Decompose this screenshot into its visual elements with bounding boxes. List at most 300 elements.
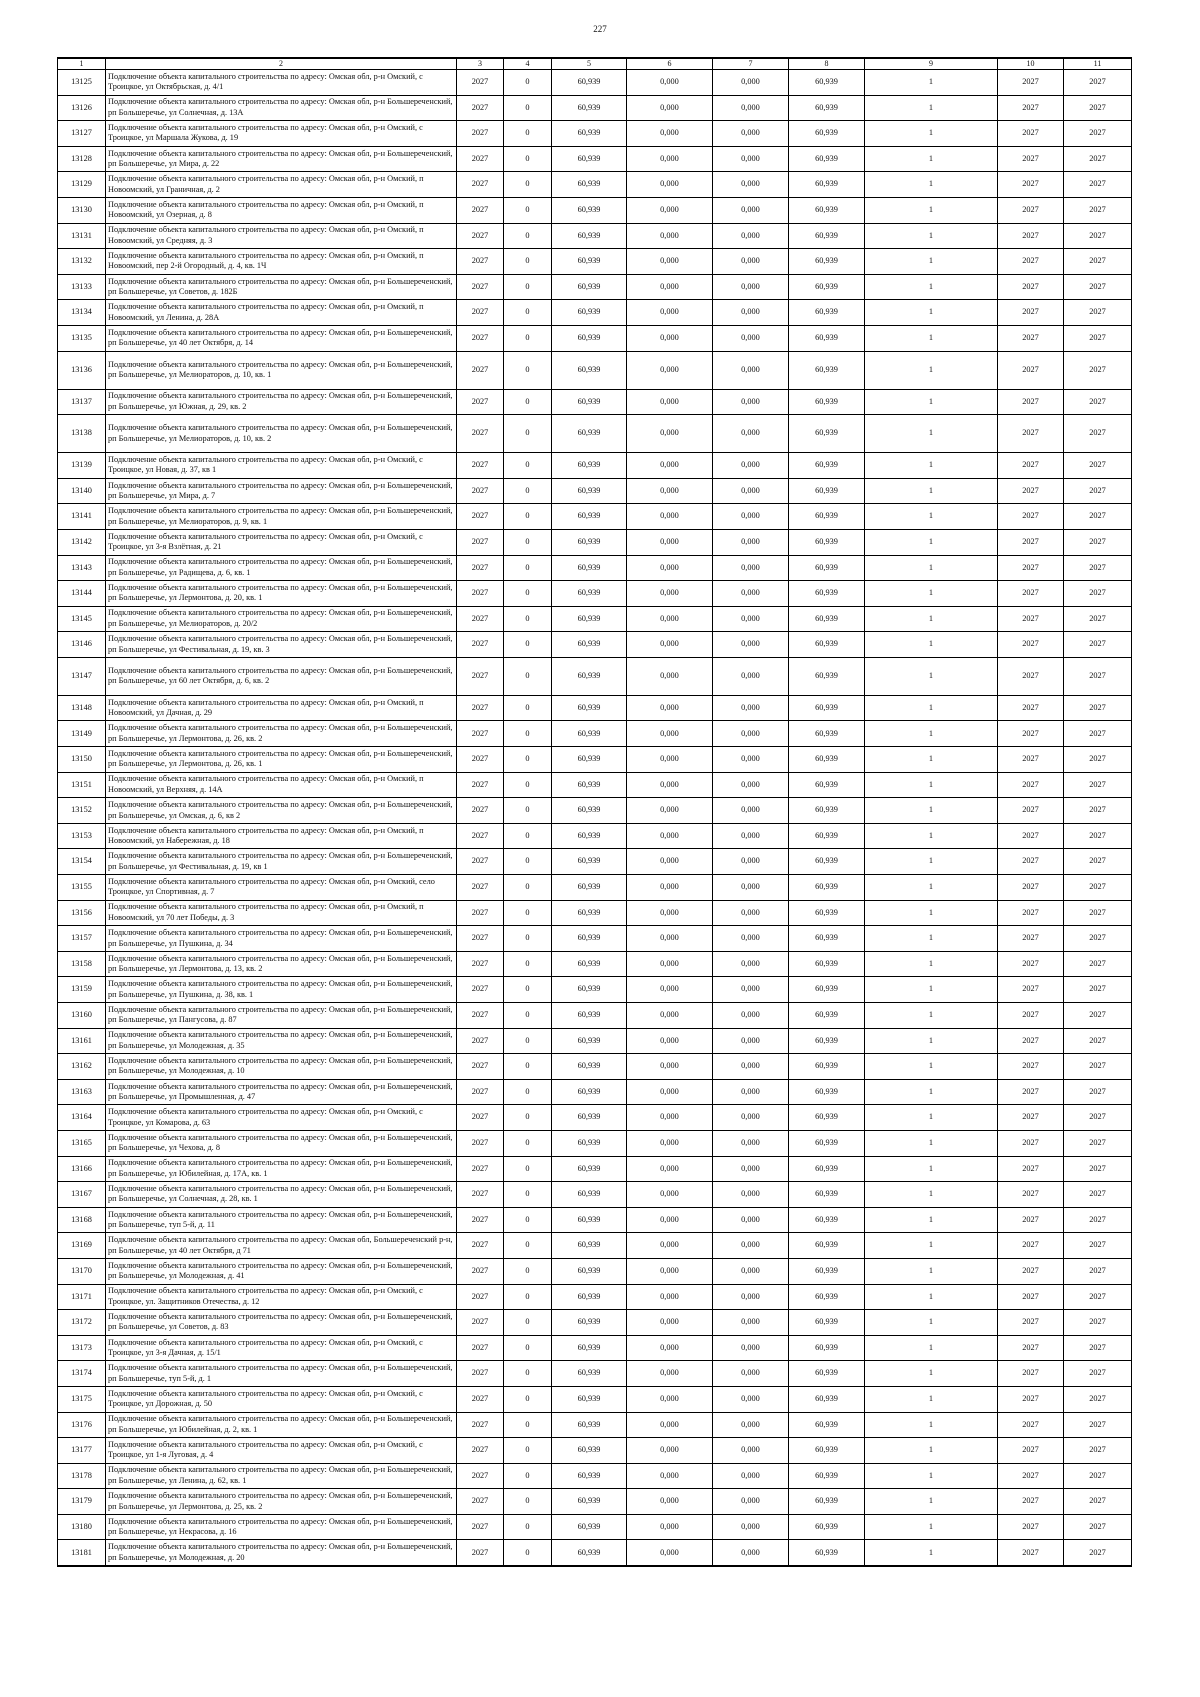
year-cell: 2027 bbox=[457, 772, 504, 798]
amount-cell: 0,000 bbox=[713, 1003, 789, 1029]
year-cell: 2027 bbox=[457, 1156, 504, 1182]
amount-cell: 0,000 bbox=[713, 249, 789, 275]
amount-cell: 0,000 bbox=[627, 1003, 713, 1029]
row-number-cell: 13161 bbox=[58, 1028, 106, 1054]
start-year-cell: 2027 bbox=[998, 70, 1064, 96]
year-cell: 2027 bbox=[457, 1258, 504, 1284]
amount-cell: 0,000 bbox=[627, 1105, 713, 1131]
amount-cell: 0,000 bbox=[627, 606, 713, 632]
end-year-cell: 2027 bbox=[1064, 415, 1132, 453]
row-number-cell: 13166 bbox=[58, 1156, 106, 1182]
row-number-cell: 13125 bbox=[58, 70, 106, 96]
end-year-cell: 2027 bbox=[1064, 606, 1132, 632]
column-header: 2 bbox=[106, 58, 457, 70]
row-number-cell: 13132 bbox=[58, 249, 106, 275]
amount-cell: 60,939 bbox=[789, 415, 865, 453]
amount-cell: 60,939 bbox=[552, 274, 627, 300]
unit-count-cell: 1 bbox=[865, 300, 998, 326]
count-cell: 0 bbox=[504, 325, 552, 351]
row-number-cell: 13171 bbox=[58, 1284, 106, 1310]
description-cell: Подключение объекта капитального строительства по адресу: Омская обл, р-н Большереченский, рп Большеречье, ул Молодежная, д. 10 bbox=[106, 1054, 457, 1080]
amount-cell: 0,000 bbox=[713, 657, 789, 695]
year-cell: 2027 bbox=[457, 1003, 504, 1029]
description-cell: Подключение объекта капитального строительства по адресу: Омская обл, р-н Большереченский, рп Большеречье, туп 5-й, д. 1 bbox=[106, 1361, 457, 1387]
start-year-cell: 2027 bbox=[998, 581, 1064, 607]
amount-cell: 60,939 bbox=[552, 146, 627, 172]
unit-count-cell: 1 bbox=[865, 453, 998, 479]
start-year-cell: 2027 bbox=[998, 1054, 1064, 1080]
start-year-cell: 2027 bbox=[998, 1335, 1064, 1361]
description-cell: Подключение объекта капитального строительства по адресу: Омская обл, р-н Большереченский, рп Большеречье, ул Промышленная, д. 47 bbox=[106, 1079, 457, 1105]
start-year-cell: 2027 bbox=[998, 389, 1064, 415]
end-year-cell: 2027 bbox=[1064, 1463, 1132, 1489]
count-cell: 0 bbox=[504, 951, 552, 977]
description-cell: Подключение объекта капитального строительства по адресу: Омская обл, р-н Большереченский, рп Большеречье, ул Солнечная, д. 13А bbox=[106, 95, 457, 121]
unit-count-cell: 1 bbox=[865, 1207, 998, 1233]
unit-count-cell: 1 bbox=[865, 977, 998, 1003]
count-cell: 0 bbox=[504, 1028, 552, 1054]
amount-cell: 0,000 bbox=[713, 1156, 789, 1182]
amount-cell: 60,939 bbox=[789, 478, 865, 504]
amount-cell: 60,939 bbox=[789, 721, 865, 747]
start-year-cell: 2027 bbox=[998, 1028, 1064, 1054]
description-cell: Подключение объекта капитального строительства по адресу: Омская обл, р-н Большереченский, рп Большеречье, ул Лермонтова, д. 26, кв. 2 bbox=[106, 721, 457, 747]
amount-cell: 0,000 bbox=[627, 1361, 713, 1387]
unit-count-cell: 1 bbox=[865, 747, 998, 773]
amount-cell: 60,939 bbox=[789, 351, 865, 389]
data-table bbox=[57, 57, 1132, 1567]
column-header: 11 bbox=[1064, 58, 1132, 70]
amount-cell: 60,939 bbox=[552, 453, 627, 479]
amount-cell: 60,939 bbox=[552, 1054, 627, 1080]
description-cell: Подключение объекта капитального строительства по адресу: Омская обл, р-н Большереченский, рп Большеречье, ул Чехова, д. 8 bbox=[106, 1130, 457, 1156]
start-year-cell: 2027 bbox=[998, 1386, 1064, 1412]
unit-count-cell: 1 bbox=[865, 900, 998, 926]
year-cell: 2027 bbox=[457, 1310, 504, 1336]
description-cell: Подключение объекта капитального строительства по адресу: Омская обл, р-н Большереченский, рп Большеречье, ул 60 лет Октября, д. 6, кв. 2 bbox=[106, 657, 457, 695]
amount-cell: 0,000 bbox=[627, 1233, 713, 1259]
row-number-cell: 13177 bbox=[58, 1438, 106, 1464]
end-year-cell: 2027 bbox=[1064, 977, 1132, 1003]
start-year-cell: 2027 bbox=[998, 1258, 1064, 1284]
amount-cell: 0,000 bbox=[713, 1079, 789, 1105]
unit-count-cell: 1 bbox=[865, 1156, 998, 1182]
amount-cell: 60,939 bbox=[552, 121, 627, 147]
description-cell: Подключение объекта капитального строительства по адресу: Омская обл, р-н Большереченский, рп Большеречье, ул Омская, д. 6, кв 2 bbox=[106, 798, 457, 824]
year-cell: 2027 bbox=[457, 1386, 504, 1412]
amount-cell: 0,000 bbox=[713, 1489, 789, 1515]
start-year-cell: 2027 bbox=[998, 453, 1064, 479]
start-year-cell: 2027 bbox=[998, 606, 1064, 632]
table-row bbox=[58, 351, 1132, 389]
end-year-cell: 2027 bbox=[1064, 351, 1132, 389]
end-year-cell: 2027 bbox=[1064, 1156, 1132, 1182]
row-number-cell: 13144 bbox=[58, 581, 106, 607]
year-cell: 2027 bbox=[457, 900, 504, 926]
unit-count-cell: 1 bbox=[865, 197, 998, 223]
table-row bbox=[58, 823, 1132, 849]
amount-cell: 0,000 bbox=[627, 1207, 713, 1233]
row-number-cell: 13149 bbox=[58, 721, 106, 747]
amount-cell: 60,939 bbox=[552, 951, 627, 977]
amount-cell: 60,939 bbox=[789, 1335, 865, 1361]
year-cell: 2027 bbox=[457, 555, 504, 581]
row-number-cell: 13130 bbox=[58, 197, 106, 223]
table-row bbox=[58, 95, 1132, 121]
amount-cell: 0,000 bbox=[627, 504, 713, 530]
amount-cell: 0,000 bbox=[713, 1514, 789, 1540]
start-year-cell: 2027 bbox=[998, 977, 1064, 1003]
start-year-cell: 2027 bbox=[998, 823, 1064, 849]
amount-cell: 0,000 bbox=[713, 1207, 789, 1233]
count-cell: 0 bbox=[504, 926, 552, 952]
table-row bbox=[58, 478, 1132, 504]
amount-cell: 0,000 bbox=[627, 1412, 713, 1438]
end-year-cell: 2027 bbox=[1064, 772, 1132, 798]
column-header: 4 bbox=[504, 58, 552, 70]
unit-count-cell: 1 bbox=[865, 325, 998, 351]
amount-cell: 0,000 bbox=[713, 606, 789, 632]
column-header: 1 bbox=[58, 58, 106, 70]
end-year-cell: 2027 bbox=[1064, 529, 1132, 555]
amount-cell: 60,939 bbox=[789, 1284, 865, 1310]
amount-cell: 0,000 bbox=[713, 1054, 789, 1080]
year-cell: 2027 bbox=[457, 95, 504, 121]
year-cell: 2027 bbox=[457, 1489, 504, 1515]
year-cell: 2027 bbox=[457, 249, 504, 275]
row-number-cell: 13136 bbox=[58, 351, 106, 389]
unit-count-cell: 1 bbox=[865, 1463, 998, 1489]
start-year-cell: 2027 bbox=[998, 1284, 1064, 1310]
table-row bbox=[58, 747, 1132, 773]
table-row bbox=[58, 581, 1132, 607]
description-cell: Подключение объекта капитального строительства по адресу: Омская обл, р-н Большереченский, рп Большеречье, ул Молодежная, д. 35 bbox=[106, 1028, 457, 1054]
row-number-cell: 13140 bbox=[58, 478, 106, 504]
row-number-cell: 13157 bbox=[58, 926, 106, 952]
table-row bbox=[58, 389, 1132, 415]
amount-cell: 0,000 bbox=[627, 772, 713, 798]
amount-cell: 0,000 bbox=[713, 1463, 789, 1489]
year-cell: 2027 bbox=[457, 657, 504, 695]
amount-cell: 0,000 bbox=[627, 1463, 713, 1489]
amount-cell: 0,000 bbox=[713, 1310, 789, 1336]
amount-cell: 0,000 bbox=[713, 70, 789, 96]
unit-count-cell: 1 bbox=[865, 70, 998, 96]
table-row bbox=[58, 1156, 1132, 1182]
year-cell: 2027 bbox=[457, 223, 504, 249]
end-year-cell: 2027 bbox=[1064, 1438, 1132, 1464]
year-cell: 2027 bbox=[457, 1105, 504, 1131]
unit-count-cell: 1 bbox=[865, 632, 998, 658]
amount-cell: 60,939 bbox=[552, 1335, 627, 1361]
amount-cell: 60,939 bbox=[552, 300, 627, 326]
amount-cell: 0,000 bbox=[627, 721, 713, 747]
amount-cell: 60,939 bbox=[789, 657, 865, 695]
table-row bbox=[58, 121, 1132, 147]
amount-cell: 0,000 bbox=[627, 1054, 713, 1080]
amount-cell: 0,000 bbox=[713, 529, 789, 555]
unit-count-cell: 1 bbox=[865, 1079, 998, 1105]
start-year-cell: 2027 bbox=[998, 747, 1064, 773]
year-cell: 2027 bbox=[457, 1463, 504, 1489]
table-row bbox=[58, 197, 1132, 223]
amount-cell: 60,939 bbox=[552, 1540, 627, 1566]
amount-cell: 60,939 bbox=[552, 389, 627, 415]
amount-cell: 60,939 bbox=[552, 823, 627, 849]
start-year-cell: 2027 bbox=[998, 1514, 1064, 1540]
end-year-cell: 2027 bbox=[1064, 1258, 1132, 1284]
amount-cell: 60,939 bbox=[789, 1514, 865, 1540]
end-year-cell: 2027 bbox=[1064, 1105, 1132, 1131]
description-cell: Подключение объекта капитального строительства по адресу: Омская обл, р-н Омский, п Новоомский, ул Набережная, д. 18 bbox=[106, 823, 457, 849]
count-cell: 0 bbox=[504, 1284, 552, 1310]
amount-cell: 60,939 bbox=[789, 555, 865, 581]
end-year-cell: 2027 bbox=[1064, 1310, 1132, 1336]
description-cell: Подключение объекта капитального строительства по адресу: Омская обл, р-н Омский, с Троицкое, ул 3-я Взлётная, д. 21 bbox=[106, 529, 457, 555]
end-year-cell: 2027 bbox=[1064, 849, 1132, 875]
year-cell: 2027 bbox=[457, 695, 504, 721]
table-row bbox=[58, 1233, 1132, 1259]
row-number-cell: 13138 bbox=[58, 415, 106, 453]
start-year-cell: 2027 bbox=[998, 1130, 1064, 1156]
description-cell: Подключение объекта капитального строительства по адресу: Омская обл, р-н Омский, п Новоомский, пер 2-й Огородный, д. 4, кв. 1Ч bbox=[106, 249, 457, 275]
table-row bbox=[58, 657, 1132, 695]
start-year-cell: 2027 bbox=[998, 1233, 1064, 1259]
amount-cell: 0,000 bbox=[627, 70, 713, 96]
row-number-cell: 13156 bbox=[58, 900, 106, 926]
start-year-cell: 2027 bbox=[998, 1182, 1064, 1208]
amount-cell: 0,000 bbox=[627, 977, 713, 1003]
amount-cell: 0,000 bbox=[627, 747, 713, 773]
row-number-cell: 13178 bbox=[58, 1463, 106, 1489]
amount-cell: 0,000 bbox=[713, 504, 789, 530]
row-number-cell: 13180 bbox=[58, 1514, 106, 1540]
row-number-cell: 13148 bbox=[58, 695, 106, 721]
amount-cell: 60,939 bbox=[789, 1028, 865, 1054]
count-cell: 0 bbox=[504, 504, 552, 530]
amount-cell: 60,939 bbox=[552, 1028, 627, 1054]
end-year-cell: 2027 bbox=[1064, 951, 1132, 977]
year-cell: 2027 bbox=[457, 581, 504, 607]
count-cell: 0 bbox=[504, 1386, 552, 1412]
amount-cell: 0,000 bbox=[713, 1438, 789, 1464]
amount-cell: 60,939 bbox=[552, 555, 627, 581]
end-year-cell: 2027 bbox=[1064, 223, 1132, 249]
year-cell: 2027 bbox=[457, 172, 504, 198]
year-cell: 2027 bbox=[457, 1412, 504, 1438]
end-year-cell: 2027 bbox=[1064, 1514, 1132, 1540]
table-row bbox=[58, 1258, 1132, 1284]
amount-cell: 60,939 bbox=[789, 900, 865, 926]
amount-cell: 60,939 bbox=[552, 606, 627, 632]
amount-cell: 0,000 bbox=[627, 325, 713, 351]
description-cell: Подключение объекта капитального строительства по адресу: Омская обл, р-н Большереченский, рп Большеречье, ул Фестивальная, д. 19, кв. 3 bbox=[106, 632, 457, 658]
end-year-cell: 2027 bbox=[1064, 1003, 1132, 1029]
amount-cell: 0,000 bbox=[713, 351, 789, 389]
unit-count-cell: 1 bbox=[865, 772, 998, 798]
amount-cell: 0,000 bbox=[627, 351, 713, 389]
unit-count-cell: 1 bbox=[865, 1105, 998, 1131]
start-year-cell: 2027 bbox=[998, 926, 1064, 952]
end-year-cell: 2027 bbox=[1064, 274, 1132, 300]
table-row bbox=[58, 772, 1132, 798]
description-cell: Подключение объекта капитального строительства по адресу: Омская обл, р-н Большереченский, рп Большеречье, ул Мелиораторов, д. 9, кв. 1 bbox=[106, 504, 457, 530]
end-year-cell: 2027 bbox=[1064, 1386, 1132, 1412]
amount-cell: 0,000 bbox=[627, 95, 713, 121]
row-number-cell: 13141 bbox=[58, 504, 106, 530]
amount-cell: 60,939 bbox=[789, 632, 865, 658]
row-number-cell: 13146 bbox=[58, 632, 106, 658]
start-year-cell: 2027 bbox=[998, 849, 1064, 875]
table-row bbox=[58, 695, 1132, 721]
row-number-cell: 13176 bbox=[58, 1412, 106, 1438]
amount-cell: 60,939 bbox=[789, 1233, 865, 1259]
year-cell: 2027 bbox=[457, 875, 504, 901]
end-year-cell: 2027 bbox=[1064, 249, 1132, 275]
unit-count-cell: 1 bbox=[865, 478, 998, 504]
amount-cell: 60,939 bbox=[552, 1489, 627, 1515]
table-row bbox=[58, 849, 1132, 875]
unit-count-cell: 1 bbox=[865, 695, 998, 721]
count-cell: 0 bbox=[504, 223, 552, 249]
unit-count-cell: 1 bbox=[865, 1130, 998, 1156]
table-row bbox=[58, 1182, 1132, 1208]
amount-cell: 0,000 bbox=[713, 172, 789, 198]
count-cell: 0 bbox=[504, 1335, 552, 1361]
end-year-cell: 2027 bbox=[1064, 1182, 1132, 1208]
end-year-cell: 2027 bbox=[1064, 747, 1132, 773]
year-cell: 2027 bbox=[457, 951, 504, 977]
amount-cell: 60,939 bbox=[789, 389, 865, 415]
year-cell: 2027 bbox=[457, 1130, 504, 1156]
amount-cell: 60,939 bbox=[552, 351, 627, 389]
end-year-cell: 2027 bbox=[1064, 172, 1132, 198]
unit-count-cell: 1 bbox=[865, 581, 998, 607]
table-row bbox=[58, 951, 1132, 977]
unit-count-cell: 1 bbox=[865, 223, 998, 249]
end-year-cell: 2027 bbox=[1064, 300, 1132, 326]
description-cell: Подключение объекта капитального строительства по адресу: Омская обл, р-н Большереченский, рп Большеречье, туп 5-й, д. 11 bbox=[106, 1207, 457, 1233]
count-cell: 0 bbox=[504, 1310, 552, 1336]
start-year-cell: 2027 bbox=[998, 300, 1064, 326]
start-year-cell: 2027 bbox=[998, 951, 1064, 977]
year-cell: 2027 bbox=[457, 504, 504, 530]
end-year-cell: 2027 bbox=[1064, 1054, 1132, 1080]
amount-cell: 0,000 bbox=[627, 1028, 713, 1054]
unit-count-cell: 1 bbox=[865, 1003, 998, 1029]
amount-cell: 0,000 bbox=[713, 300, 789, 326]
start-year-cell: 2027 bbox=[998, 1003, 1064, 1029]
description-cell: Подключение объекта капитального строительства по адресу: Омская обл, р-н Омский, с Троицкое, ул Дорожная, д. 50 bbox=[106, 1386, 457, 1412]
table-row bbox=[58, 453, 1132, 479]
count-cell: 0 bbox=[504, 197, 552, 223]
amount-cell: 0,000 bbox=[713, 478, 789, 504]
description-cell: Подключение объекта капитального строительства по адресу: Омская обл, р-н Большереченский, рп Большеречье, ул Солнечная, д. 28, кв. 1 bbox=[106, 1182, 457, 1208]
amount-cell: 0,000 bbox=[713, 95, 789, 121]
amount-cell: 0,000 bbox=[713, 197, 789, 223]
amount-cell: 0,000 bbox=[627, 1514, 713, 1540]
table-row bbox=[58, 70, 1132, 96]
amount-cell: 60,939 bbox=[789, 798, 865, 824]
year-cell: 2027 bbox=[457, 1438, 504, 1464]
description-cell: Подключение объекта капитального строительства по адресу: Омская обл, р-н Большереченский, рп Большеречье, ул Некрасова, д. 16 bbox=[106, 1514, 457, 1540]
amount-cell: 0,000 bbox=[627, 849, 713, 875]
amount-cell: 60,939 bbox=[789, 695, 865, 721]
year-cell: 2027 bbox=[457, 721, 504, 747]
amount-cell: 60,939 bbox=[552, 721, 627, 747]
start-year-cell: 2027 bbox=[998, 1412, 1064, 1438]
amount-cell: 0,000 bbox=[713, 1233, 789, 1259]
description-cell: Подключение объекта капитального строительства по адресу: Омская обл, р-н Омский, с Троицкое, ул 1-я Луговая, д. 4 bbox=[106, 1438, 457, 1464]
end-year-cell: 2027 bbox=[1064, 823, 1132, 849]
description-cell: Подключение объекта капитального строительства по адресу: Омская обл, р-н Большереченский, рп Большеречье, ул Лермонтова, д. 13, кв. 2 bbox=[106, 951, 457, 977]
year-cell: 2027 bbox=[457, 1233, 504, 1259]
start-year-cell: 2027 bbox=[998, 351, 1064, 389]
amount-cell: 0,000 bbox=[627, 1335, 713, 1361]
end-year-cell: 2027 bbox=[1064, 875, 1132, 901]
description-cell: Подключение объекта капитального строительства по адресу: Омская обл, р-н Омский, с Троицкое, ул Новая, д. 37, кв 1 bbox=[106, 453, 457, 479]
amount-cell: 60,939 bbox=[789, 1540, 865, 1566]
amount-cell: 0,000 bbox=[627, 389, 713, 415]
amount-cell: 60,939 bbox=[789, 95, 865, 121]
amount-cell: 60,939 bbox=[789, 1079, 865, 1105]
start-year-cell: 2027 bbox=[998, 172, 1064, 198]
table-row bbox=[58, 606, 1132, 632]
amount-cell: 0,000 bbox=[627, 926, 713, 952]
table-row bbox=[58, 172, 1132, 198]
table-row bbox=[58, 555, 1132, 581]
amount-cell: 0,000 bbox=[713, 900, 789, 926]
amount-cell: 0,000 bbox=[627, 695, 713, 721]
start-year-cell: 2027 bbox=[998, 325, 1064, 351]
amount-cell: 0,000 bbox=[627, 121, 713, 147]
amount-cell: 0,000 bbox=[627, 798, 713, 824]
year-cell: 2027 bbox=[457, 197, 504, 223]
table-row bbox=[58, 977, 1132, 1003]
unit-count-cell: 1 bbox=[865, 798, 998, 824]
year-cell: 2027 bbox=[457, 274, 504, 300]
table-row bbox=[58, 1412, 1132, 1438]
start-year-cell: 2027 bbox=[998, 415, 1064, 453]
amount-cell: 0,000 bbox=[627, 1130, 713, 1156]
count-cell: 0 bbox=[504, 1003, 552, 1029]
start-year-cell: 2027 bbox=[998, 1310, 1064, 1336]
count-cell: 0 bbox=[504, 274, 552, 300]
amount-cell: 60,939 bbox=[789, 1156, 865, 1182]
end-year-cell: 2027 bbox=[1064, 70, 1132, 96]
row-number-cell: 13151 bbox=[58, 772, 106, 798]
count-cell: 0 bbox=[504, 1105, 552, 1131]
year-cell: 2027 bbox=[457, 1054, 504, 1080]
amount-cell: 0,000 bbox=[713, 274, 789, 300]
unit-count-cell: 1 bbox=[865, 415, 998, 453]
count-cell: 0 bbox=[504, 529, 552, 555]
amount-cell: 0,000 bbox=[627, 274, 713, 300]
count-cell: 0 bbox=[504, 172, 552, 198]
amount-cell: 60,939 bbox=[552, 1386, 627, 1412]
amount-cell: 0,000 bbox=[627, 823, 713, 849]
amount-cell: 60,939 bbox=[552, 249, 627, 275]
amount-cell: 60,939 bbox=[552, 1361, 627, 1387]
amount-cell: 0,000 bbox=[627, 1310, 713, 1336]
count-cell: 0 bbox=[504, 606, 552, 632]
description-cell: Подключение объекта капитального строительства по адресу: Омская обл, р-н Омский, п Новоомский, ул Ленина, д. 28А bbox=[106, 300, 457, 326]
start-year-cell: 2027 bbox=[998, 197, 1064, 223]
amount-cell: 0,000 bbox=[713, 695, 789, 721]
amount-cell: 0,000 bbox=[627, 875, 713, 901]
description-cell: Подключение объекта капитального строительства по адресу: Омская обл, р-н Большереченский, рп Большеречье, ул Лермонтова, д. 20, кв. 1 bbox=[106, 581, 457, 607]
amount-cell: 60,939 bbox=[552, 1233, 627, 1259]
